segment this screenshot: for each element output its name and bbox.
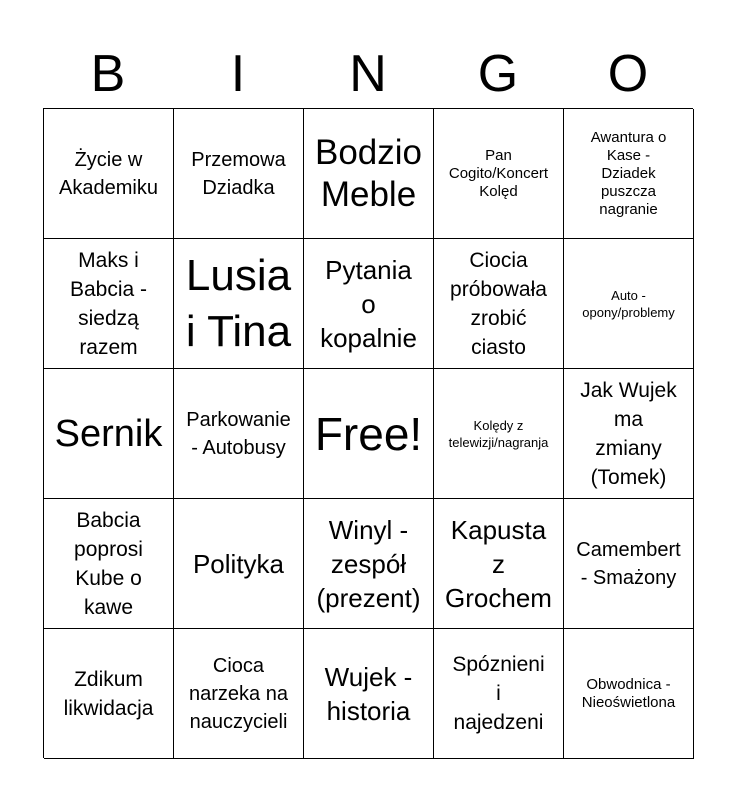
bingo-cell[interactable]: Bodzio Meble <box>304 109 434 239</box>
header-letter-i: I <box>230 45 246 103</box>
bingo-cell[interactable]: Życie w Akademiku <box>44 109 174 239</box>
bingo-cell[interactable]: Winyl - zespół (prezent) <box>304 499 434 629</box>
header-letter-g: G <box>477 45 519 103</box>
bingo-cell[interactable]: Obwodnica - Nieoświetlona <box>564 629 694 759</box>
header-letter-b: B <box>90 45 126 103</box>
bingo-cell[interactable]: Zdikum likwidacja <box>44 629 174 759</box>
bingo-cell[interactable]: Maks i Babcia - siedzą razem <box>44 239 174 369</box>
bingo-cell[interactable]: Cioca narzeka na nauczycieli <box>174 629 304 759</box>
header-letter-n: N <box>349 45 387 103</box>
bingo-cell[interactable]: Przemowa Dziadka <box>174 109 304 239</box>
bingo-grid <box>43 108 693 758</box>
bingo-cell[interactable]: Lusia i Tina <box>174 239 304 369</box>
bingo-cell[interactable]: Awantura o Kase - Dziadek puszcza nagranie <box>564 109 694 239</box>
header-letter-o: O <box>607 45 649 103</box>
bingo-cell[interactable]: Camembert - Smażony <box>564 499 694 629</box>
bingo-cell[interactable]: Babcia poprosi Kube o kawe <box>44 499 174 629</box>
bingo-cell[interactable]: Sernik <box>44 369 174 499</box>
bingo-cell[interactable]: Pytania o kopalnie <box>304 239 434 369</box>
bingo-cell[interactable]: Kapusta z Grochem <box>434 499 564 629</box>
bingo-cell-free[interactable]: Free! <box>304 369 434 499</box>
bingo-cell[interactable]: Parkowanie - Autobusy <box>174 369 304 499</box>
bingo-cell[interactable]: Wujek - historia <box>304 629 434 759</box>
bingo-cell[interactable]: Pan Cogito/Koncert Kolęd <box>434 109 564 239</box>
bingo-cell[interactable]: Jak Wujek ma zmiany (Tomek) <box>564 369 694 499</box>
bingo-cell[interactable]: Spóznieni i najedzeni <box>434 629 564 759</box>
bingo-header <box>43 40 693 108</box>
bingo-cell[interactable]: Auto - opony/problemy <box>564 239 694 369</box>
bingo-cell[interactable]: Ciocia próbowała zrobić ciasto <box>434 239 564 369</box>
bingo-cell[interactable]: Polityka <box>174 499 304 629</box>
bingo-cell[interactable]: Kolędy z telewizji/nagranja <box>434 369 564 499</box>
